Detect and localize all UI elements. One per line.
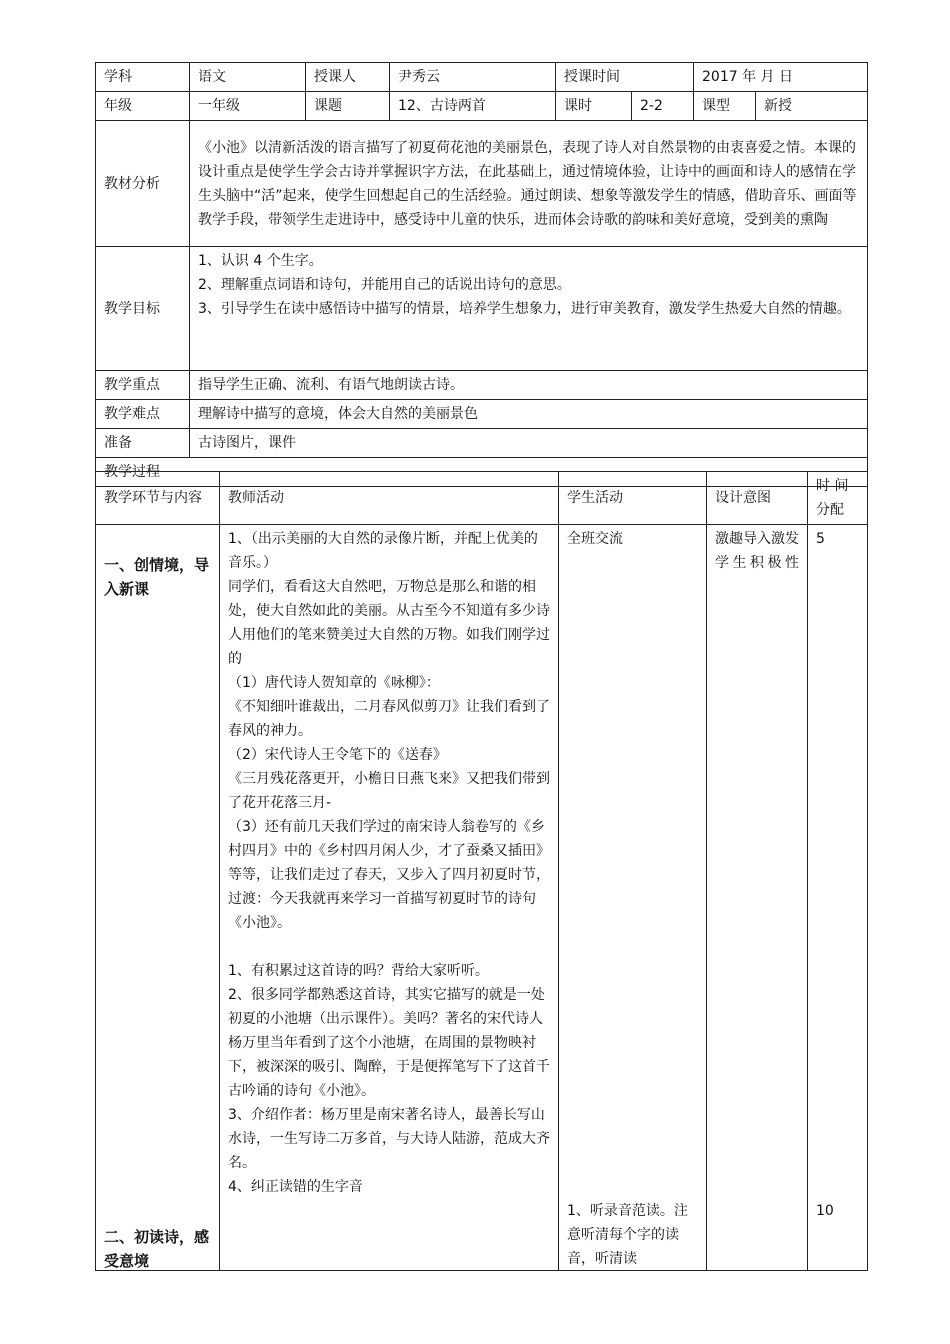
process-label: 教学过程 (96, 458, 868, 487)
key-point-text: 指导学生正确、流利、有语气地朗读古诗。 (190, 371, 868, 400)
key-point-label: 教学重点 (96, 371, 190, 400)
time-allocation (808, 525, 868, 1271)
process-table (95, 471, 868, 1271)
teacher-step: 3、介绍作者：杨万里是南宋著名诗人，最善长写山水诗，一生写诗二万多首，与大诗人陆游，范成大齐名。 (228, 1107, 550, 1171)
type-value: 新授 (756, 92, 868, 121)
student-activity (559, 525, 707, 1271)
difficulty-text: 理解诗中描写的意境，体会大自然的美丽景色 (190, 400, 868, 429)
teacher-step: 4、纠正读错的生字音 (228, 1179, 363, 1195)
prep-row (96, 429, 868, 458)
process-body-row (96, 525, 868, 1271)
goal-item: 3、引导学生在读中感悟诗中描写的情景，培养学生想象力，进行审美教育，激发学生热爱大自然的情趣。 (198, 301, 851, 317)
teacher-step: 1、（出示美丽的大自然的录像片断，并配上优美的音乐。） (228, 531, 538, 571)
lesson-info-table (95, 62, 868, 487)
teacher-activity (220, 525, 559, 1271)
teacher-step: （1）唐代诗人贺知章的《咏柳》： (228, 675, 440, 691)
time-value: 2017 年 月 日 (694, 63, 868, 92)
stage-1: 一、创情境，导入新课 (104, 556, 210, 598)
process-header-row (96, 472, 868, 525)
goals-list (190, 247, 868, 371)
teacher-step: 《三月残花落更开，小檐日日燕飞来》又把我们带到了花开花落三月- (228, 771, 550, 811)
time-label: 授课时间 (556, 63, 694, 92)
grade-label: 年级 (96, 92, 190, 121)
goal-item: 1、认识 4 个生字。 (198, 253, 323, 269)
subject-label: 学科 (96, 63, 190, 92)
topic-value: 12、古诗两首 (390, 92, 556, 121)
header-row-1 (96, 63, 868, 92)
grade-value: 一年级 (190, 92, 306, 121)
time-header: 时 间 分配 (808, 472, 868, 525)
teacher-step: 过渡：今天我就再来学习一首描写初夏时节的诗句《小池》。 (228, 891, 536, 931)
time-1: 5 (816, 531, 825, 547)
teacher-step: （3）还有前几天我们学过的南宋诗人翁卷写的《乡村四月》中的《乡村四月闲人少，才了蚕桑又插田》等等，让我们走过了春天，又步入了四月初夏时节， (228, 819, 550, 883)
design-intent (707, 525, 808, 1271)
topic-label: 课题 (306, 92, 390, 121)
teacher-value: 尹秀云 (390, 63, 556, 92)
student-activity-1: 全班交流 (567, 531, 623, 547)
analysis-text: 《小池》以清新活泼的语言描写了初夏荷花池的美丽景色，表现了诗人对自然景物的由衷喜爱之情。本课的设计重点是使学生学会古诗并掌握识字方法，在此基础上，通过情境体验，让诗中的画面和诗人的感情在学生头脑中“活”起来，使学生回想起自己的生活经验。通过朗读、想象等激发学生的情感，借助音乐、画面等教学手段，带领学生走进诗中，感受诗中儿童的快乐，进而体会诗歌的韵味和美好意境，受到美的熏陶 (190, 121, 868, 247)
time-2: 10 (816, 1203, 834, 1219)
analysis-label: 教材分析 (96, 121, 190, 247)
analysis-row (96, 121, 868, 247)
key-point-row (96, 371, 868, 400)
stage-header: 教学环节与内容 (96, 472, 220, 525)
blank-line (228, 935, 550, 959)
header-row-2 (96, 92, 868, 121)
student-activity-2: 1、听录音范读。注意听清每个字的读音，听清读 (567, 1203, 688, 1267)
teacher-step: （2）宋代诗人王令笔下的《送春》 (228, 747, 447, 763)
design-intent-1: 激趣导入激发学生积极性 (715, 531, 799, 571)
prep-label: 准备 (96, 429, 190, 458)
goals-label: 教学目标 (96, 247, 190, 371)
difficulty-row (96, 400, 868, 429)
teacher-label: 授课人 (306, 63, 390, 92)
type-label: 课型 (694, 92, 756, 121)
student-activity-header: 学生活动 (559, 472, 707, 525)
teacher-activity-header: 教师活动 (220, 472, 559, 525)
teacher-step: 《不知细叶谁裁出，二月春风似剪刀》让我们看到了春风的神力。 (228, 699, 550, 739)
subject-value: 语文 (190, 63, 306, 92)
teacher-step: 2、很多同学都熟悉这首诗，其实它描写的就是一处初夏的小池塘（出示课件）。美吗？著名的宋代诗人杨万里当年看到了这个小池塘，在周围的景物映衬下，被深深的吸引、陶醉，于是便挥笔写下了这首千古吟诵的诗句《小池》。 (228, 987, 550, 1099)
stage-column (96, 525, 220, 1271)
design-intent-header: 设计意图 (707, 472, 808, 525)
teacher-step: 同学们，看看这大自然吧，万物总是那么和谐的相处，使大自然如此的美丽。从古至今不知道有多少诗人用他们的笔来赞美过大自然的万物。如我们刚学过的 (228, 579, 550, 667)
period-value: 2-2 (632, 92, 694, 121)
prep-text: 古诗图片，课件 (190, 429, 868, 458)
stage-2: 二、初读诗，感受意境 (104, 1228, 210, 1270)
difficulty-label: 教学难点 (96, 400, 190, 429)
teacher-step: 1、有积累过这首诗的吗？背给大家听听。 (228, 963, 489, 979)
goal-item: 2、理解重点词语和诗句，并能用自己的话说出诗句的意思。 (198, 277, 571, 293)
goals-row (96, 247, 868, 371)
period-label: 课时 (556, 92, 632, 121)
